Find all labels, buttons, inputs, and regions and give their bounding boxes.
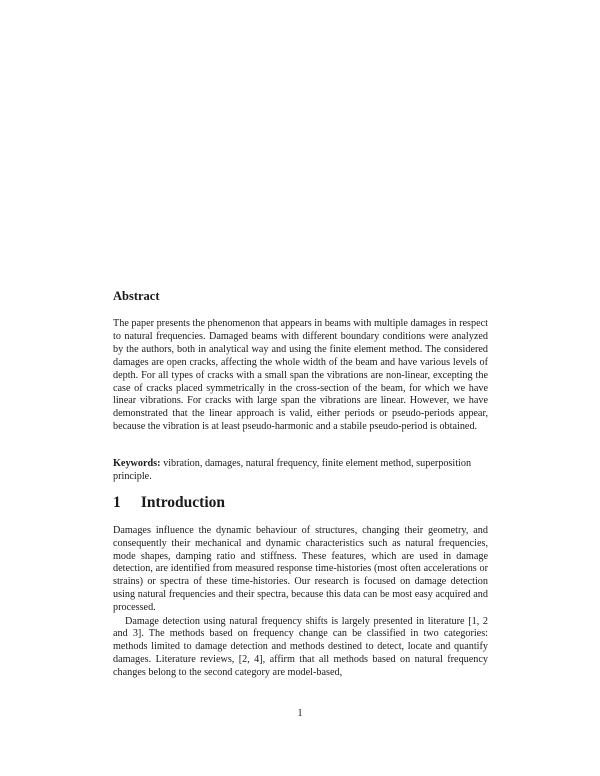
keywords — [113, 457, 488, 483]
section-heading — [113, 494, 225, 512]
introduction-body — [113, 525, 488, 680]
keywords-text: vibration, damages, natural frequency, finite element method, superposition principle. — [113, 458, 472, 482]
page-number: 1 — [297, 708, 303, 719]
section-title: Introduction — [140, 494, 225, 511]
abstract-body: The paper presents the phenomenon that appears in beams with multiple damages in respect to natural frequencies. Damaged beams with different boundary conditions were analyzed by the authors, both in analytical way and using the finite element method. The considered damages are open cracks, affecting the whole width of the beam and have various levels of depth. For all types of cracks with a small span the vibrations are non-linear, excepting the case of cracks placed symmetrically in the cross-section of the beam, for which we have linear vibrations. For cracks with large span the vibrations are linear. However, we have demonstrated that the linear approach is valid, either periods or pseudo-periods appear, because the vibration is at least pseudo-harmonic and a stabile pseudo-period is obtained. — [113, 318, 488, 433]
intro-paragraph-1: Damages influence the dynamic behaviour of structures, changing their geometry, and consequently their mechanical and dynamic characteristics such as natural frequencies, mode shapes, damping ratio and stiffness. These features, which are used in damage detection, are identified from measured response time-histories (most often accelerations or strains) or spectra of these time-histories. Our research is focused on damage detection using natural frequencies and their spectra, because this data can be most easy acquired and processed. — [113, 525, 488, 613]
abstract-heading: Abstract — [113, 289, 160, 303]
intro-paragraph-2: Damage detection using natural frequency shifts is largely presented in literature [1, 2 and 3]. The methods based on frequency change can be classified in two categories: methods limited to damage detection and methods destined to detect, locate and quantify damages. Literature reviews, [2, 4], affirm that all methods based on natural frequency changes belong to the second category are model-based, — [113, 615, 488, 678]
keywords-label: Keywords: — [113, 458, 161, 469]
section-number: 1 — [113, 494, 121, 511]
